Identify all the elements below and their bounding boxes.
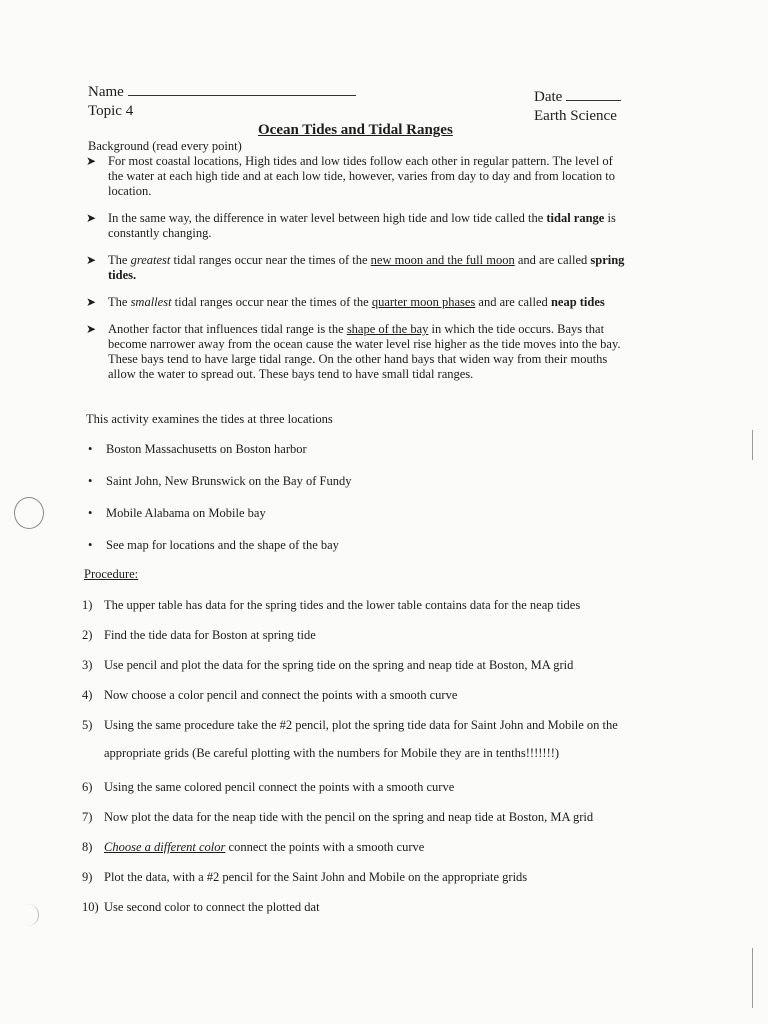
text-segment: in which the tide occurs. Bays that become narrower away from the ocean cause the water level rise higher as the tide moves into the bay. These bays tend to have large tidal range. On the other hand bays that widen way from their mouths allow the water to spread out. These bays tend to have small tidal ranges. (108, 322, 621, 381)
location-item (88, 474, 351, 506)
location-text: See map for locations and the shape of the bay (106, 538, 339, 552)
arrowhead-bullet-icon: ➤ (86, 253, 97, 267)
text-segment: Using the same colored pencil connect the points with a smooth curve (104, 780, 455, 794)
hole-punch-mark (16, 904, 39, 926)
date-blank-line (566, 88, 621, 101)
procedure-steps (82, 598, 642, 930)
step-text (104, 628, 316, 642)
step-number: 1) (82, 598, 93, 612)
step-text-continued: appropriate grids (Be careful plotting with the numbers for Mobile they are in tenths!!!!!!!) (104, 746, 560, 760)
dot-bullet-icon: • (88, 442, 93, 456)
text-segment: Another factor that influences tidal range is the (108, 322, 347, 336)
text-segment: The upper table has data for the spring tides and the lower table contains data for the neap tides (104, 598, 581, 612)
text-segment: The (108, 295, 131, 309)
text-segment: and are called (514, 253, 591, 267)
underlined-phrase: new moon and the full moon (370, 253, 515, 267)
step-text (104, 688, 457, 702)
subject-label: Earth Science (534, 108, 617, 124)
arrowhead-bullet-icon: ➤ (86, 211, 97, 225)
text-segment: Find the tide data for Boston at spring tide (104, 628, 316, 642)
date-label: Date (534, 89, 563, 105)
step-number: 4) (82, 688, 93, 702)
background-point (86, 211, 626, 241)
location-item (88, 506, 351, 538)
procedure-step (82, 688, 642, 718)
scan-artifact (752, 430, 753, 460)
italic-word: smallest (130, 295, 172, 309)
text-segment: Use pencil and plot the data for the spring tide on the spring and neap tide at Boston, MA grid (104, 658, 574, 672)
location-list (88, 442, 351, 570)
step-number: 10) (82, 900, 99, 914)
underlined-phrase: Choose a different color (104, 840, 226, 854)
text-segment: is constantly changing. (108, 211, 616, 240)
bold-term: neap tides (550, 295, 605, 309)
arrowhead-bullet-icon: ➤ (86, 154, 97, 168)
step-text (104, 810, 593, 824)
point-text (108, 211, 616, 240)
background-point (86, 322, 626, 382)
point-text (108, 322, 621, 381)
step-number: 9) (82, 870, 93, 884)
location-item (88, 442, 351, 474)
point-text (108, 295, 605, 309)
background-bullet-list (86, 154, 626, 394)
activity-intro: This activity examines the tides at three locations (86, 412, 333, 426)
procedure-step (82, 718, 642, 780)
bold-term: spring tides. (108, 253, 625, 282)
step-number: 2) (82, 628, 93, 642)
topic-label: Topic 4 (88, 103, 134, 119)
point-text (108, 253, 624, 282)
hole-punch-mark (14, 497, 44, 529)
text-segment: The (108, 253, 131, 267)
name-label: Name (88, 84, 124, 100)
procedure-step (82, 598, 642, 628)
step-number: 7) (82, 810, 93, 824)
procedure-step (82, 870, 642, 900)
text-segment: Using the same procedure take the #2 pencil, plot the spring tide data for Saint John and Mobile on the (104, 718, 618, 732)
step-number: 3) (82, 658, 93, 672)
location-item (88, 538, 351, 570)
underlined-phrase: shape of the bay (346, 322, 429, 336)
italic-word: greatest (130, 253, 171, 267)
date-field[interactable] (534, 88, 621, 107)
location-text: Mobile Alabama on Mobile bay (106, 506, 266, 520)
procedure-step (82, 840, 642, 870)
step-text (104, 870, 527, 884)
procedure-heading: Procedure: (84, 567, 139, 581)
text-segment: tidal ranges occur near the times of the (170, 253, 371, 267)
underlined-phrase: quarter moon phases (371, 295, 476, 309)
step-text (104, 718, 618, 732)
procedure-step (82, 810, 642, 840)
text-segment: tidal ranges occur near the times of the (171, 295, 372, 309)
text-segment: Now plot the data for the neap tide with the pencil on the spring and neap tide at Boston, MA grid (104, 810, 594, 824)
step-text (104, 900, 320, 914)
dot-bullet-icon: • (88, 506, 93, 520)
location-text: Saint John, New Brunswick on the Bay of Fundy (106, 474, 352, 488)
page-title: Ocean Tides and Tidal Ranges (258, 122, 453, 138)
name-blank-line (128, 83, 356, 96)
header-right (534, 88, 621, 126)
text-segment: Now choose a color pencil and connect the points with a smooth curve (104, 688, 458, 702)
step-text (104, 840, 424, 854)
background-point (86, 253, 626, 283)
step-number: 6) (82, 780, 93, 794)
background-point (86, 295, 626, 310)
text-segment: In the same way, the difference in water level between high tide and low tide called the (108, 211, 547, 225)
step-text (104, 780, 454, 794)
point-text (108, 154, 615, 198)
step-number: 5) (82, 718, 93, 732)
dot-bullet-icon: • (88, 538, 93, 552)
text-segment: For most coastal locations, High tides and low tides follow each other in regular pattern. The level of the water at each high tide and at each low tide, however, varies from day to day and from location to location. (108, 154, 615, 198)
background-point (86, 154, 626, 199)
step-text (104, 658, 573, 672)
location-text: Boston Massachusetts on Boston harbor (106, 442, 307, 456)
procedure-step (82, 900, 642, 930)
text-segment: Use second color to connect the plotted dat (104, 900, 320, 914)
scan-artifact (752, 948, 753, 1008)
text-segment: Plot the data, with a #2 pencil for the Saint John and Mobile on the appropriate grids (104, 870, 528, 884)
procedure-step (82, 658, 642, 688)
background-heading: Background (read every point) (88, 139, 242, 153)
header-left (88, 83, 356, 121)
procedure-step (82, 780, 642, 810)
name-field[interactable] (88, 83, 356, 102)
step-text (104, 598, 580, 612)
text-segment: connect the points with a smooth curve (225, 840, 425, 854)
bold-term: tidal range (546, 211, 605, 225)
step-number: 8) (82, 840, 93, 854)
procedure-step (82, 628, 642, 658)
arrowhead-bullet-icon: ➤ (86, 322, 97, 336)
arrowhead-bullet-icon: ➤ (86, 295, 97, 309)
dot-bullet-icon: • (88, 474, 93, 488)
text-segment: and are called (475, 295, 551, 309)
